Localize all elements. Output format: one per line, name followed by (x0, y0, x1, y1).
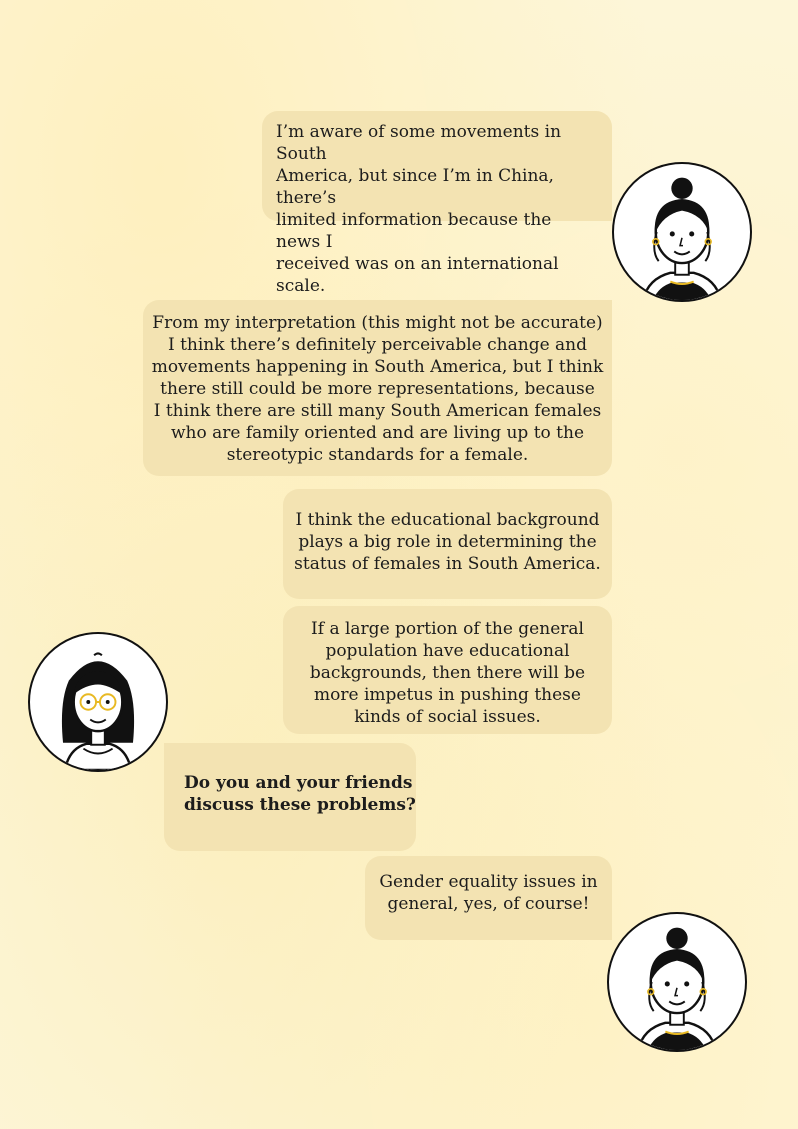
message-line: I think there’s definitely perceivable change and (167, 335, 588, 355)
message-line: backgrounds, then there will be (309, 663, 586, 683)
message-line: Do you and your friends (184, 773, 413, 793)
chat-bubble-interviewee (262, 111, 612, 296)
message-line: From my interpretation (this might not be accurate) (152, 313, 603, 333)
glasses-woman-avatar-icon (30, 634, 166, 770)
message-line: more impetus in pushing these (314, 685, 581, 705)
message-line: movements happening in South America, but I think (151, 357, 604, 377)
message-line: who are family oriented and are living up to the (170, 423, 585, 443)
message-line: Gender equality issues in (379, 872, 598, 892)
chat-bubble-interviewer (164, 743, 416, 851)
message-line: discuss these problems? (184, 795, 416, 815)
message-line: status of females in South America. (294, 554, 601, 574)
interviewee-avatar (607, 912, 747, 1052)
chat-bubble-interviewee (143, 300, 612, 476)
message-line: plays a big role in determining the (298, 532, 597, 552)
message-line: received was on an international scale. (276, 254, 559, 296)
message-line: limited information because the news I (276, 210, 552, 252)
message-line: If a large portion of the general (311, 619, 584, 639)
interviewee-avatar (612, 162, 752, 302)
message-line: America, but since I’m in China, there’s (276, 166, 554, 208)
chat-bubble-interviewee (283, 489, 612, 599)
message-line: I’m aware of some movements in South (276, 122, 562, 164)
chat-bubble-interviewee (365, 856, 612, 940)
message-line: kinds of social issues. (354, 707, 541, 727)
message-line: stereotypic standards for a female. (226, 445, 529, 465)
message-line: general, yes, of course! (387, 894, 590, 914)
chat-bubble-interviewee (283, 606, 612, 734)
message-line: there still could be more representations, because (160, 379, 595, 399)
message-line: population have educational (325, 641, 570, 661)
message-line: I think the educational background (295, 510, 600, 530)
message-line: I think there are still many South American females (153, 401, 602, 421)
bun-hair-woman-avatar-icon (609, 914, 745, 1050)
interviewer-avatar (28, 632, 168, 772)
bun-hair-woman-avatar-icon (614, 164, 750, 300)
